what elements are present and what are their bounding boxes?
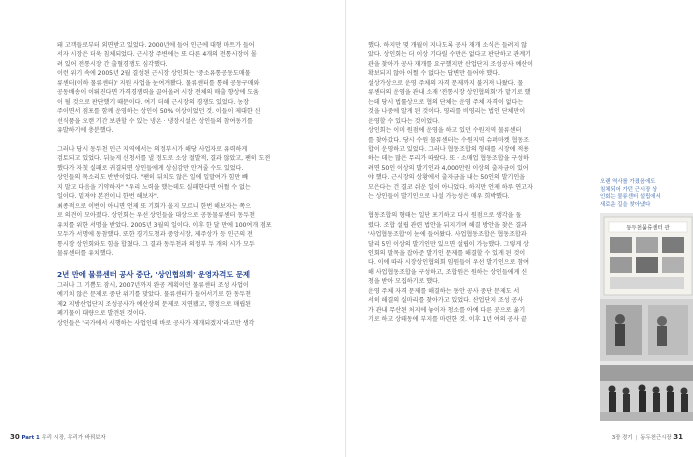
- page-number-right: 31: [673, 433, 683, 441]
- photo-caption: [600, 179, 662, 209]
- body-line: 려 있어 전통시장 간 출혈경쟁도 심각했다.: [57, 60, 168, 68]
- body-line: 모두가 서명에 동참했다. 또한 경기도청과 중앙시장, 제주상가 등 인근의 전: [57, 231, 253, 239]
- body-line: 는 상인들이 발기인으로 나설 가능성은 매우 희박했다.: [368, 193, 510, 201]
- body-line: 해 사업협동조합을 구성하고, 조합원은 원하는 상인들에게 신: [368, 268, 528, 276]
- body-line: 설상가상으로 운영 주체의 자격 문제까지 불거져 나왔다. 물: [368, 79, 524, 87]
- body-line: 는데 당시 법률상으로 협의 단체는 운영 주체 자격이 없다는: [368, 98, 524, 106]
- photo-banner-text: 동두천물류센터 관: [626, 225, 670, 232]
- caption-line: 침체되어 가던 근시장 상: [600, 186, 658, 193]
- page-number-left: 30: [10, 433, 20, 441]
- body-line: 가 관내 무산된 처지에 놓이자 청소를 아예 다른 곳으로 옮기: [368, 306, 526, 314]
- body-line: 운영할 수 있다는 것이었다.: [368, 117, 440, 125]
- body-line: 유치를 위한 서명을 받았다. 2005년 3월의 일이다. 이후 한 달 만에 100여개 점포: [57, 221, 272, 229]
- caption-line: 오랜 역사를 가졌음에도: [600, 179, 656, 185]
- body-line: 공동배송이 이뤄진다면 가격경쟁력을 끌어올려 시장 전체의 매출 향상에 도움: [57, 89, 259, 97]
- body-line: 협동조합의 형태는 일단 포기하고 다시 원점으로 생각을 돌: [368, 212, 522, 220]
- body-line: 선식품을 오랜 기간 보관할 수 있는 냉온 · 냉장시설은 상인들의 참여동기를: [57, 117, 253, 125]
- paragraph-gap: [57, 258, 327, 267]
- paragraph-gap: [57, 136, 327, 145]
- body-line: 검토되고 있었다. 뒤늦게 신청서를 낼 정도로 소상 절발적, 결과 않았고, 팬히 도전: [57, 155, 271, 163]
- body-line: 그러나 그 기쁨도 잠시, 2007년까지 완공 계획이던 물류센터 조성 사업이: [57, 281, 249, 289]
- body-line: 지 말고 다음을 기약하자" "우리 노력을 했는데도 실패한다면 어쩔 수 없는: [57, 183, 251, 191]
- body-line: 폐기물이 대량으로 발견된 것이다.: [57, 310, 147, 318]
- body-line: 제2 지방산업단지 조성공사가 예산상의 문제로 지연됐고, 행정으로 매립된: [57, 300, 252, 308]
- body-line: 모은다는 건 결코 쉬운 일이 아니었다. 하지만 언제 하루 연고자: [368, 183, 533, 191]
- body-line: '사업협동조합'이 눈에 들어왔다. 사업협동조합은 협동조합과: [368, 231, 527, 239]
- body-line: 서자 시장은 더욱 침체되었다. 근시장 주변에는 또 다른 4개의 전통시장이 몰: [57, 51, 257, 59]
- body-line: 류센터(이하 물류센터)' 지원 사업을 눈여겨봤다. 물류센터를 통해 공동구매와: [57, 79, 260, 87]
- body-line: 하는 데는 많은 무리가 따랐다. 또 · 소매업 협동조합을 구성하: [368, 155, 529, 163]
- body-line: 상인들의 목소리도 반반이었다. "팬히 뒤치도 않은 일에 일말여가 힘만 빼: [57, 174, 248, 182]
- body-line: 합이 운영하고 있었다. 그러나 협동조합의 형태를 시장에 적용: [368, 145, 530, 153]
- body-line: 이런 위기 속에 2005년 2월 결성된 근시장 상인회는 '중소유통공동도매물: [57, 70, 251, 78]
- body-line: 로 의견이 모아졌다. 상인회는 우선 상인들을 대상으로 공동물류센터 동두천: [57, 212, 255, 220]
- body-line: 았다. 상인회는 더 이상 기다릴 수만은 없다고 판단하고 관계기: [368, 51, 531, 59]
- body-line: 상인들은 '국가에서 시행하는 사업인데 바로 공사가 재개되겠지'라고만 생각: [57, 319, 255, 327]
- footer-left: [10, 433, 106, 441]
- caption-line: 새로운 길을 찾아냈다: [600, 201, 651, 208]
- body-line: 상인회는 이미 원점에 운영을 하고 있던 수원지역 물류센터: [368, 127, 522, 135]
- section-heading: 2년 만에 물류센터 공사 중단, '상인협의회' 운영자격도 문제: [57, 269, 250, 279]
- body-line: 청을 받아 모집하기로 했다.: [368, 278, 440, 286]
- body-line: 예기치 않은 문제로 중단 위기를 맞았다. 물류센터가 들어서기로 한 동두천: [57, 291, 251, 299]
- body-line: 기로 하고 상태동에 부지를 마련한 것. 이후 1년 여의 공사 끝: [368, 316, 527, 324]
- body-line: 렸다. 조합 설립 관련 법안을 뒤지기며 해결 방안을 찾은 결과: [368, 221, 527, 229]
- chapter-label: 3장 경기: [611, 435, 633, 441]
- body-line: 최종적으로 이번이 아니면 언제 또 기회가 올지 모르니 한번 해보자는 쪽으: [57, 202, 251, 210]
- left-page-body: [57, 41, 327, 328]
- chapter-title: 동두천근시장: [640, 435, 672, 441]
- caption-line: 인회는 물류센터 설립에서: [600, 194, 661, 201]
- part-label: Part 1: [21, 435, 40, 441]
- body-line: 그러나 당시 동두천 인근 지역에서는 의정부시가 해당 사업자로 유력하게: [57, 145, 248, 153]
- body-line: 달리 5인 이상의 발기인만 있으면 설립이 가능했다. 그렇게 상: [368, 240, 529, 248]
- body-line: 돼 고객들로부터 외면받고 있었다. 2000년에 들어 인근에 대형 마트가 들어: [57, 42, 255, 49]
- body-line: 서히 해결의 실마리를 찾아가고 있었다. 산업단지 조성 공사: [368, 297, 524, 305]
- body-line: 일이다. 밑져야 본전이니 한번 해보자".: [57, 193, 159, 201]
- body-line: 다. 이에 따라 시장상인협의회 임원들이 우선 발기인으로 참여: [368, 259, 530, 267]
- body-line: 려면 50인 이상의 발기인과 4,000만원 이상의 출자금이 있어: [368, 164, 529, 172]
- body-line: 유발하기에 충분했다.: [57, 127, 114, 135]
- body-line: 를 찾아갔다. 당시 수원 물류센터는 수원지역 슈퍼마켓 협동조: [368, 136, 530, 144]
- paragraph-gap: [368, 202, 594, 211]
- body-line: 인회의 말목을 잡아준 발기인 문제를 해결할 수 있게 된 것이: [368, 249, 526, 257]
- body-line: 운영 주체 자격 문제를 해결하는 동안 공사 중단 문제도 서: [368, 287, 520, 295]
- body-line: 이 될 것으로 판단했기 때문이다. 여기 더해 근시장의 경쟁도 있었다. 농장: [57, 98, 249, 106]
- body-line: 류센터의 운영을 관내 소재 '전통시장 상인협의회'가 맡기로 했: [368, 89, 531, 97]
- body-line: 했다. 하지만 몇 개월이 지나도록 공사 재개 소식은 들려지 않: [368, 42, 527, 49]
- body-line: 했다가 자칫 실패로 귀결되면 상인들에게 상심감만 안겨줄 수도 있었다.: [57, 164, 244, 172]
- footer-right: 3장 경기 | 동두천근시장 31: [611, 433, 683, 441]
- body-line: 야 했다. 근시장의 상황에서 출자금을 내는 50인의 발기인을: [368, 174, 525, 182]
- body-line: 주이면서 점포를 함께 운영하는 상인이 50% 이상이었던 것. 이들이 제대한 신: [57, 108, 261, 116]
- part-title: 우리 시장, 우리가 바꿔보자: [41, 435, 106, 441]
- body-line: 통시장 상인회와도 힘을 합쳤다. 그 결과 동두천과 의정부 두 개의 시가 모두: [57, 240, 255, 248]
- body-line: 물류센터를 유치했다.: [57, 249, 114, 257]
- body-line: 것을 나중에 알게 된 것이다. 영리를 비영리는 법인 단체만이: [368, 108, 526, 116]
- page-gutter: [345, 0, 346, 457]
- right-page-body: [368, 41, 594, 325]
- body-line: 확보되지 않아 어쩔 수 없다는 답변만 들어야 했다.: [368, 70, 500, 78]
- body-line: 관을 찾아가 공사 재개를 요구했지만 산업단지 조성공사 예산이: [368, 60, 533, 68]
- market-photo: [600, 213, 693, 421]
